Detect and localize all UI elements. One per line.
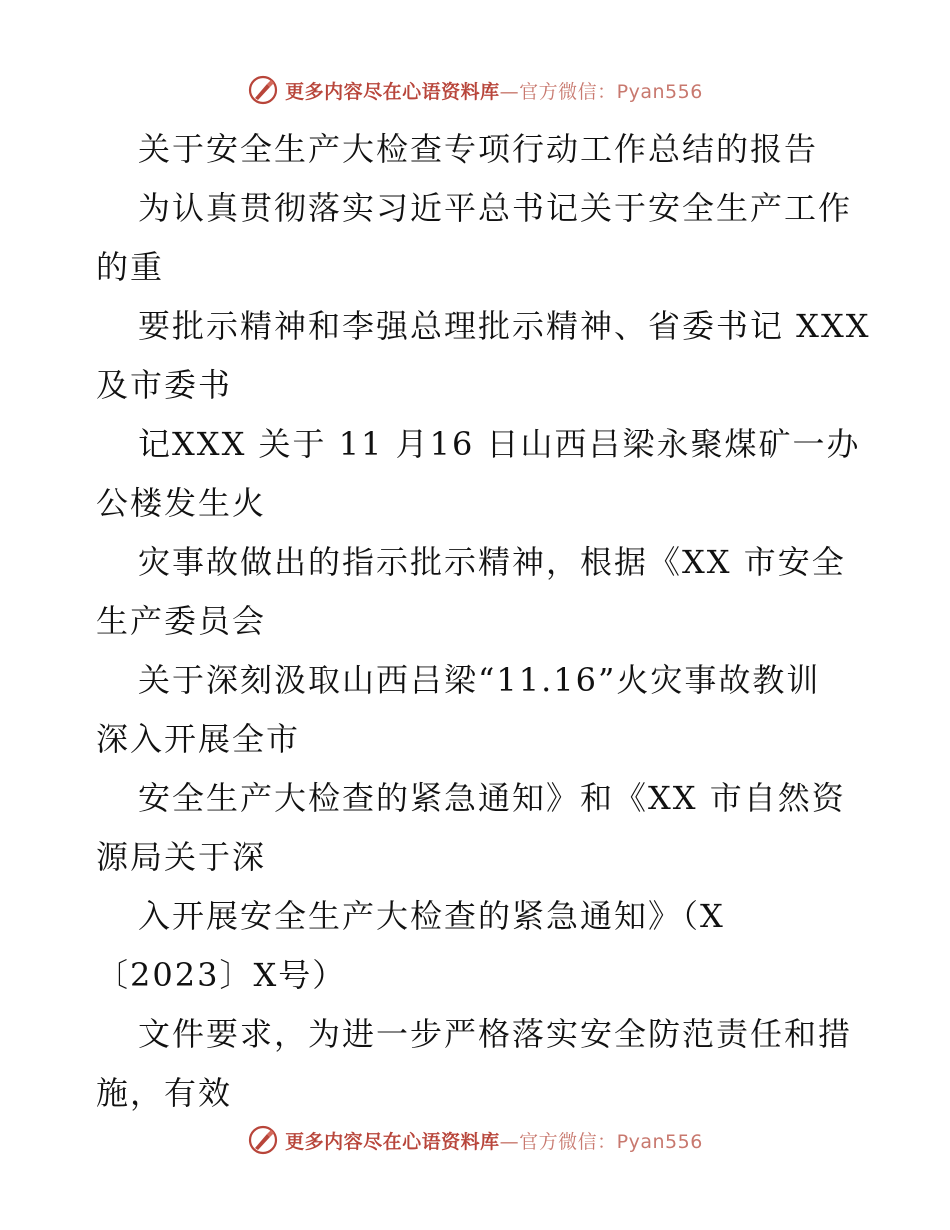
- text-line: 文件要求，为进一步严格落实安全防范责任和措: [138, 1015, 853, 1053]
- text-line: 的重: [96, 248, 165, 286]
- document-body: [96, 120, 871, 1123]
- text-line: 记XXX 关于 11 月16 日山西吕梁永聚煤矿一办: [138, 425, 861, 463]
- pen-logo-icon: [247, 74, 279, 106]
- text-line: 〔2023〕X号）: [96, 956, 347, 994]
- text-line: 灾事故做出的指示批示精神，根据《XX 市安全: [138, 543, 846, 581]
- text-line: 入开展安全生产大检查的紧急通知》（X: [138, 897, 725, 935]
- header-banner: [0, 70, 950, 110]
- banner-text: [285, 1127, 703, 1154]
- banner-text: [285, 77, 703, 104]
- banner-rest: —官方微信：Pyan556: [499, 80, 703, 103]
- banner-rest: —官方微信：Pyan556: [499, 1130, 703, 1153]
- footer-banner: [0, 1120, 950, 1160]
- text-line: 源局关于深: [96, 838, 267, 876]
- text-line: 施，有效: [96, 1074, 233, 1112]
- text-line: 为认真贯彻落实习近平总书记关于安全生产工作: [138, 189, 853, 227]
- text-line: 生产委员会: [96, 602, 267, 640]
- text-line: 关于深刻汲取山西吕梁“11.16”火灾事故教训: [138, 661, 821, 699]
- text-line: 要批示精神和李强总理批示精神、省委书记 XXX: [138, 307, 871, 345]
- text-line: 及市委书: [96, 366, 233, 404]
- text-line: 关于安全生产大检查专项行动工作总结的报告: [138, 130, 819, 168]
- text-line: 安全生产大检查的紧急通知》和《XX 市自然资: [138, 779, 846, 817]
- text-line: 公楼发生火: [96, 484, 267, 522]
- banner-highlight: 更多内容尽在心语资料库: [285, 1130, 500, 1153]
- banner-highlight: 更多内容尽在心语资料库: [285, 80, 500, 103]
- pen-logo-icon: [247, 1124, 279, 1156]
- text-line: 深入开展全市: [96, 720, 301, 758]
